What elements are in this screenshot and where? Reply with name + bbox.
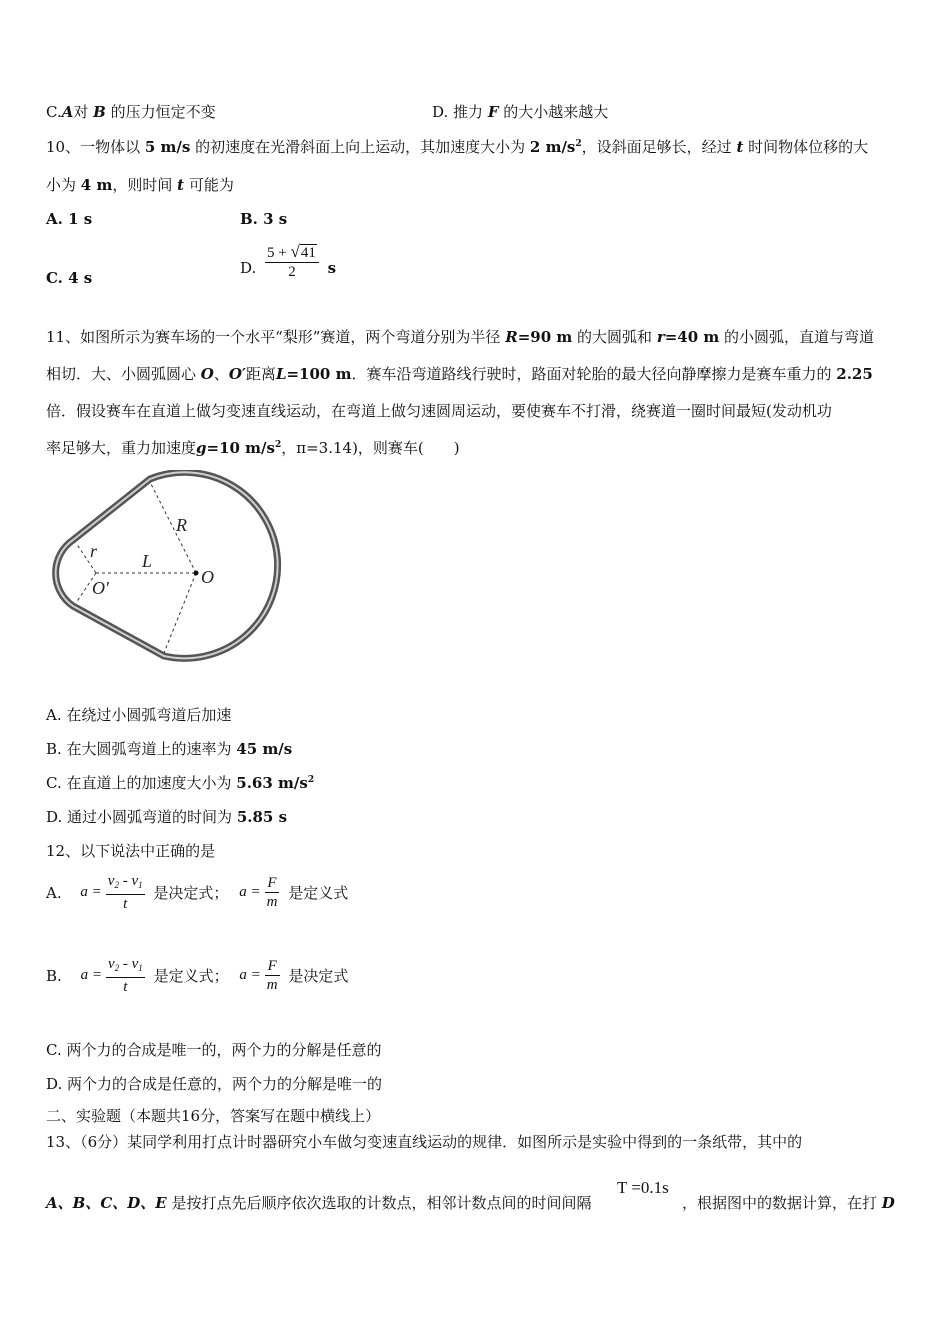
q12-stem [46,841,215,861]
formula-lhs: a = [80,884,102,900]
option-text: D. 通过小圆弧弯道的时间为 [46,808,233,826]
text: ．赛车沿弯道路线行驶时，路面对轮胎的最大径向静摩擦力是赛车重力的 [351,365,832,383]
option-text: C. 4 s [46,269,93,287]
text: 13、（6分）某同学利用打点计时器研究小车做匀变速直线运动的规律．如图所示是实验中得到的一条纸带，其中的 [46,1133,803,1151]
radii-lines [76,482,196,653]
option-text: 是定义式 [288,884,349,902]
text: 距离 [245,365,276,383]
var-a: A [61,103,74,121]
option-text: 的压力恒定不变 [110,103,216,121]
value-g [207,439,282,457]
option-prefix: B. [46,966,62,985]
value-accel [530,138,582,156]
fraction [265,957,280,994]
value: 5.85 s [236,808,288,826]
var-t: t [736,138,744,156]
q11-option-d[interactable] [46,807,287,827]
var-d: D [881,1194,895,1212]
text: 是按打点先后顺序依次选取的计数点，相邻计数点间的时间间隔 [171,1194,592,1212]
text: 二、实验题（本题共16分，答案写在题中横线上） [46,1107,381,1125]
var-t: t [177,176,185,194]
option-text: 对 [73,103,89,121]
formula-newton [239,874,279,911]
numerator [106,955,145,978]
text: 的小圆弧，直道与弯道 [724,328,875,346]
var-l: L [275,365,287,383]
radius-big-line-2 [164,573,196,653]
sqrt-icon: √ [290,242,300,261]
formula-newton [239,957,279,994]
option-text: A. 在绕过小圆弧弯道后加速 [46,706,232,724]
q13-stem-line2 [46,1193,592,1213]
value-speed: 5 m/s [144,138,191,156]
pear-track-figure [46,470,302,666]
value: =100 m [286,365,352,383]
q13-stem-line2-tail [682,1193,895,1213]
option-text: 推力 [453,103,484,121]
text: 10、一物体以 [46,138,141,156]
q11-stem-line4 [46,438,460,458]
option-text: C. 在直道上的加速度大小为 [46,774,232,792]
fraction [106,872,145,913]
var-r-small: r [656,328,665,346]
formula-lhs: a = [239,967,261,983]
var-v: v [131,956,139,972]
option-text: 的大小越来越大 [503,103,609,121]
q9-option-d[interactable] [432,102,608,122]
denominator: t [123,979,128,995]
q10-stem-line1 [46,137,868,157]
denominator: m [266,894,278,910]
superscript: 2 [575,139,582,149]
option-prefix: D. [240,259,257,277]
q11-stem-line2 [46,364,873,384]
q10-stem-line2 [46,175,234,195]
minus: - [118,873,132,889]
option-text: C. 两个力的合成是唯一的，两个力的分解是任意的 [46,1041,382,1059]
var-v: v [107,873,115,889]
value: 2.25 [836,365,873,383]
q10-option-a[interactable] [46,209,92,229]
formula-lhs: a = [239,884,261,900]
q10-option-c[interactable] [46,268,92,288]
var-b: B [93,103,106,121]
fraction [265,874,280,911]
formula-accel-def [80,872,144,913]
q12-option-d[interactable] [46,1074,382,1094]
text: 可能为 [188,176,234,194]
q12-option-c[interactable] [46,1040,381,1060]
value-disp: 4 m [80,176,113,194]
value: 45 m/s [236,740,293,758]
denominator: t [123,896,128,912]
option-text: A. 1 s [46,210,93,228]
option-prefix: C. [46,103,62,121]
text: ，则时间 [112,176,173,194]
text: 11、如图所示为赛车场的一个水平“梨形”赛道，两个弯道分别为半径 [46,328,501,346]
option-prefix: A. [46,883,62,902]
numerator: F [265,957,280,976]
q10-option-d[interactable] [240,243,336,281]
g-value: =10 m/s [206,439,275,457]
center-o-dot [194,571,199,576]
q13-period-expr [617,1178,669,1198]
formula-lhs: a = [80,967,102,983]
option-text: 是决定式 [288,967,349,985]
var-f: F [487,103,499,121]
q13-stem-line1 [46,1132,802,1152]
text: 小为 [46,176,77,194]
text: ，π=3.14)，则赛车( ) [281,439,460,457]
label-r-big: R [176,515,187,535]
minus: - [119,956,132,972]
q11-option-c[interactable] [46,773,314,793]
value [236,774,314,792]
option-text: B. 3 s [240,210,288,228]
text: 率足够大，重力加速度 [46,439,197,457]
var-o: O [200,365,214,383]
sub: 1 [138,963,143,973]
q9-option-c[interactable] [46,102,216,122]
var-v: v [131,873,139,889]
section-heading [46,1106,380,1126]
sub: 2 [114,963,120,973]
superscript: 2 [307,775,315,785]
value: =40 m [664,328,720,346]
num-part: 5 + [267,245,291,261]
label-l: L [142,551,153,571]
value: =90 m [517,328,573,346]
option-text: D. 两个力的合成是任意的，两个力的分解是唯一的 [46,1075,383,1093]
fraction-sqrt41 [265,243,319,281]
var-g: g [196,439,207,457]
sub: 2 [114,880,119,890]
text: ，根据图中的数据计算，在打 [682,1194,878,1212]
label-r-small: r [90,541,98,561]
label-o: O [201,567,214,587]
numerator [265,243,319,263]
value-text: 5.63 m/s [236,774,308,792]
text: 倍．假设赛车在直道上做匀变速直线运动，在弯道上做匀速圆周运动，要使赛车不打滑，绕赛道一圈时间最短(发动机功 [46,402,832,420]
sub: 1 [138,880,143,890]
text: 12、以下说法中正确的是 [46,842,216,860]
superscript: 2 [274,440,282,450]
text: 的大圆弧和 [577,328,653,346]
denominator: m [266,977,278,993]
q12-option-b[interactable] [46,955,348,996]
q11-stem-line3 [46,401,832,421]
option-text: 是定义式； [153,967,229,985]
option-text: B. 在大圆弧弯道上的速率为 [46,740,232,758]
unit: s [327,259,337,277]
denominator: 2 [288,264,296,280]
text: 的初速度在光滑斜面上向上运动，其加速度大小为 [195,138,526,156]
fraction [106,955,145,996]
label-o-prime: O′ [92,578,109,598]
numerator [106,872,145,895]
radius-big-line [150,482,196,573]
period-expr: T =0.1s [617,1178,669,1197]
formula-accel-def [81,955,145,996]
text: 相切．大、小圆弧圆心 [46,365,197,383]
var-points: A、B、C、D、E [46,1194,167,1212]
q10-option-b[interactable] [240,209,287,229]
q11-option-a[interactable] [46,705,231,725]
q11-option-b[interactable] [46,739,292,759]
text: ，设斜面足够长，经过 [581,138,732,156]
track-outline [56,472,278,658]
q11-stem-line1 [46,327,874,347]
var-v: v [107,956,115,972]
numerator: F [265,874,280,893]
option-text: 是决定式； [153,884,229,902]
option-prefix: D. [432,103,449,121]
text: 、 [213,365,229,383]
radicand: 41 [300,245,316,261]
accel-value: 2 m/s [529,138,576,156]
var-o-prime: O′ [228,365,246,383]
text: 时间物体位移的大 [748,138,869,156]
var-r-big: R [505,328,518,346]
q12-option-a[interactable] [46,872,348,913]
